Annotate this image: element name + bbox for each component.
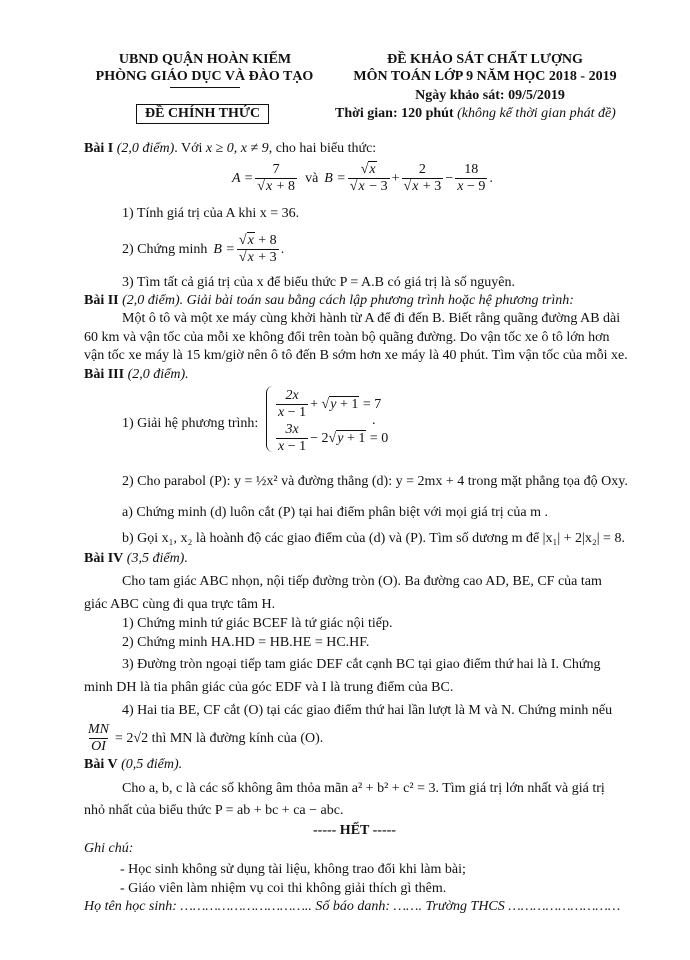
bai2-line2: 60 km và vận tốc của mỗi xe không đổi trên toàn bộ quãng đường. Do vận tốc xe ô tô lớn hơn (84, 330, 610, 345)
exam-subject: MÔN TOÁN LỚP 9 NĂM HỌC 2018 - 2019 (353, 69, 617, 84)
bai3-q2: 2) Cho parabol (P): y = ½x² và đường thẳng (d): y = 2mx + 4 trong mặt phẳng tọa độ Oxy. (122, 474, 628, 489)
system-eq1: $\frac{2x}{x - 1}$ + √y + 1 = 7 (278, 388, 382, 420)
bai4-q1: 1) Chứng minh tứ giác BCEF là tứ giác nội tiếp. (122, 616, 393, 631)
system-eq2: $\frac{3x}{x - 1}$ − 2√y + 1 = 0 (278, 422, 389, 454)
exam-title: ĐỀ KHẢO SÁT CHẤT LƯỢNG (387, 52, 583, 67)
bai4-q3a: 3) Đường tròn ngoại tiếp tam giác DEF cắt cạnh BC tại giao điểm thứ hai là I. Chứng (122, 657, 601, 672)
official-label: ĐỀ CHÍNH THỨC (136, 104, 269, 124)
bai4-q4a: 4) Hai tia BE, CF cắt (O) tại các giao điểm thứ hai lần lượt là M và N. Chứng minh nếu (122, 703, 613, 718)
system-brace (266, 386, 273, 452)
notes-title: Ghi chú: (84, 841, 134, 856)
end-mark: ----- HẾT ----- (313, 823, 396, 838)
exam-date: Ngày khảo sát: 09/5/2019 (415, 88, 565, 103)
bai4-line1: Cho tam giác ABC nhọn, nội tiếp đường tròn (O). Ba đường cao AD, BE, CF của tam (122, 574, 602, 589)
bai3-heading: Bài III (2,0 điểm). (84, 367, 189, 382)
bai5-line1: Cho a, b, c là các số không âm thỏa mãn a² + b² + c² = 3. Tìm giá trị lớn nhất và giá trị (122, 781, 605, 796)
bai3-qb: b) Gọi x₁, x₂ là hoành độ các giao điểm của (d) và (P). Tìm số dương m để |x₁| + 2|x₂| = 8. (122, 531, 625, 546)
note-2: - Giáo viên làm nhiệm vụ coi thi không giải thích gì thêm. (120, 881, 447, 896)
bai4-heading: Bài IV (3,5 điểm). (84, 551, 188, 566)
bai3-q1-label: 1) Giải hệ phương trình: (122, 416, 259, 431)
bai4-line2: giác ABC cùng đi qua trực tâm H. (84, 597, 276, 612)
student-info-line: Họ tên học sinh: ………………………….. Số báo danh: ……. Trường THCS ……………………… (84, 899, 621, 914)
bai1-formulas: A = $\frac{7}{√x + 8}$ và B = $\frac{√x}{√x - 3}$ + $\frac{2}{√x + 3}$ − $\frac{18}{x - 9}$ . (232, 162, 493, 194)
system-dot: . (372, 413, 376, 428)
header-underline-left (170, 87, 240, 88)
exam-time: Thời gian: 120 phút (không kể thời gian phát đề) (335, 106, 616, 121)
bai2-line1: Một ô tô và một xe máy cùng khởi hành từ A để đi đến B. Biết rằng quãng đường AB dài (122, 311, 621, 326)
bai2-heading: Bài II (2,0 điểm). Giải bài toán sau bằng cách lập phương trình hoặc hệ phương trình: (84, 293, 574, 308)
bai4-q4b: $\frac{MN}{OI}$ = 2√2 thì MN là đường kính của (O). (88, 722, 324, 754)
bai5-line2: nhỏ nhất của biểu thức P = ab + bc + ca − abc. (84, 803, 344, 818)
bai1-q1: 1) Tính giá trị của A khi x = 36. (122, 206, 300, 221)
bai1-q3: 3) Tìm tất cả giá trị của x để biểu thức P = A.B có giá trị là số nguyên. (122, 275, 516, 290)
district-name: UBND QUẬN HOÀN KIẾM (118, 52, 292, 67)
bai2-line3: vận tốc xe máy là 15 km/giờ nên ô tô đến B sớm hơn xe máy là 40 phút. Tìm vận tốc của mỗi xe. (84, 348, 628, 363)
note-1: - Học sinh không sử dụng tài liệu, không trao đổi khi làm bài; (120, 862, 466, 877)
bai4-q2: 2) Chứng minh HA.HD = HB.HE = HC.HF. (122, 635, 370, 650)
bai5-heading: Bài V (0,5 điểm). (84, 757, 183, 772)
bai1-q2: 2) Chứng minh B = $\frac{√x + 8}{√x + 3}$ . (122, 233, 285, 265)
bai3-qa: a) Chứng minh (d) luôn cắt (P) tại hai điểm phân biệt với mọi giá trị của m . (122, 505, 548, 520)
bai4-q3b: minh DH là tia phân giác của góc EDF và I là trung điểm của BC. (84, 680, 454, 695)
department-name: PHÒNG GIÁO DỤC VÀ ĐÀO TẠO (95, 69, 314, 84)
bai1-heading: Bài I (2,0 điểm). Với x ≥ 0, x ≠ 9, cho hai biểu thức: (84, 141, 377, 156)
